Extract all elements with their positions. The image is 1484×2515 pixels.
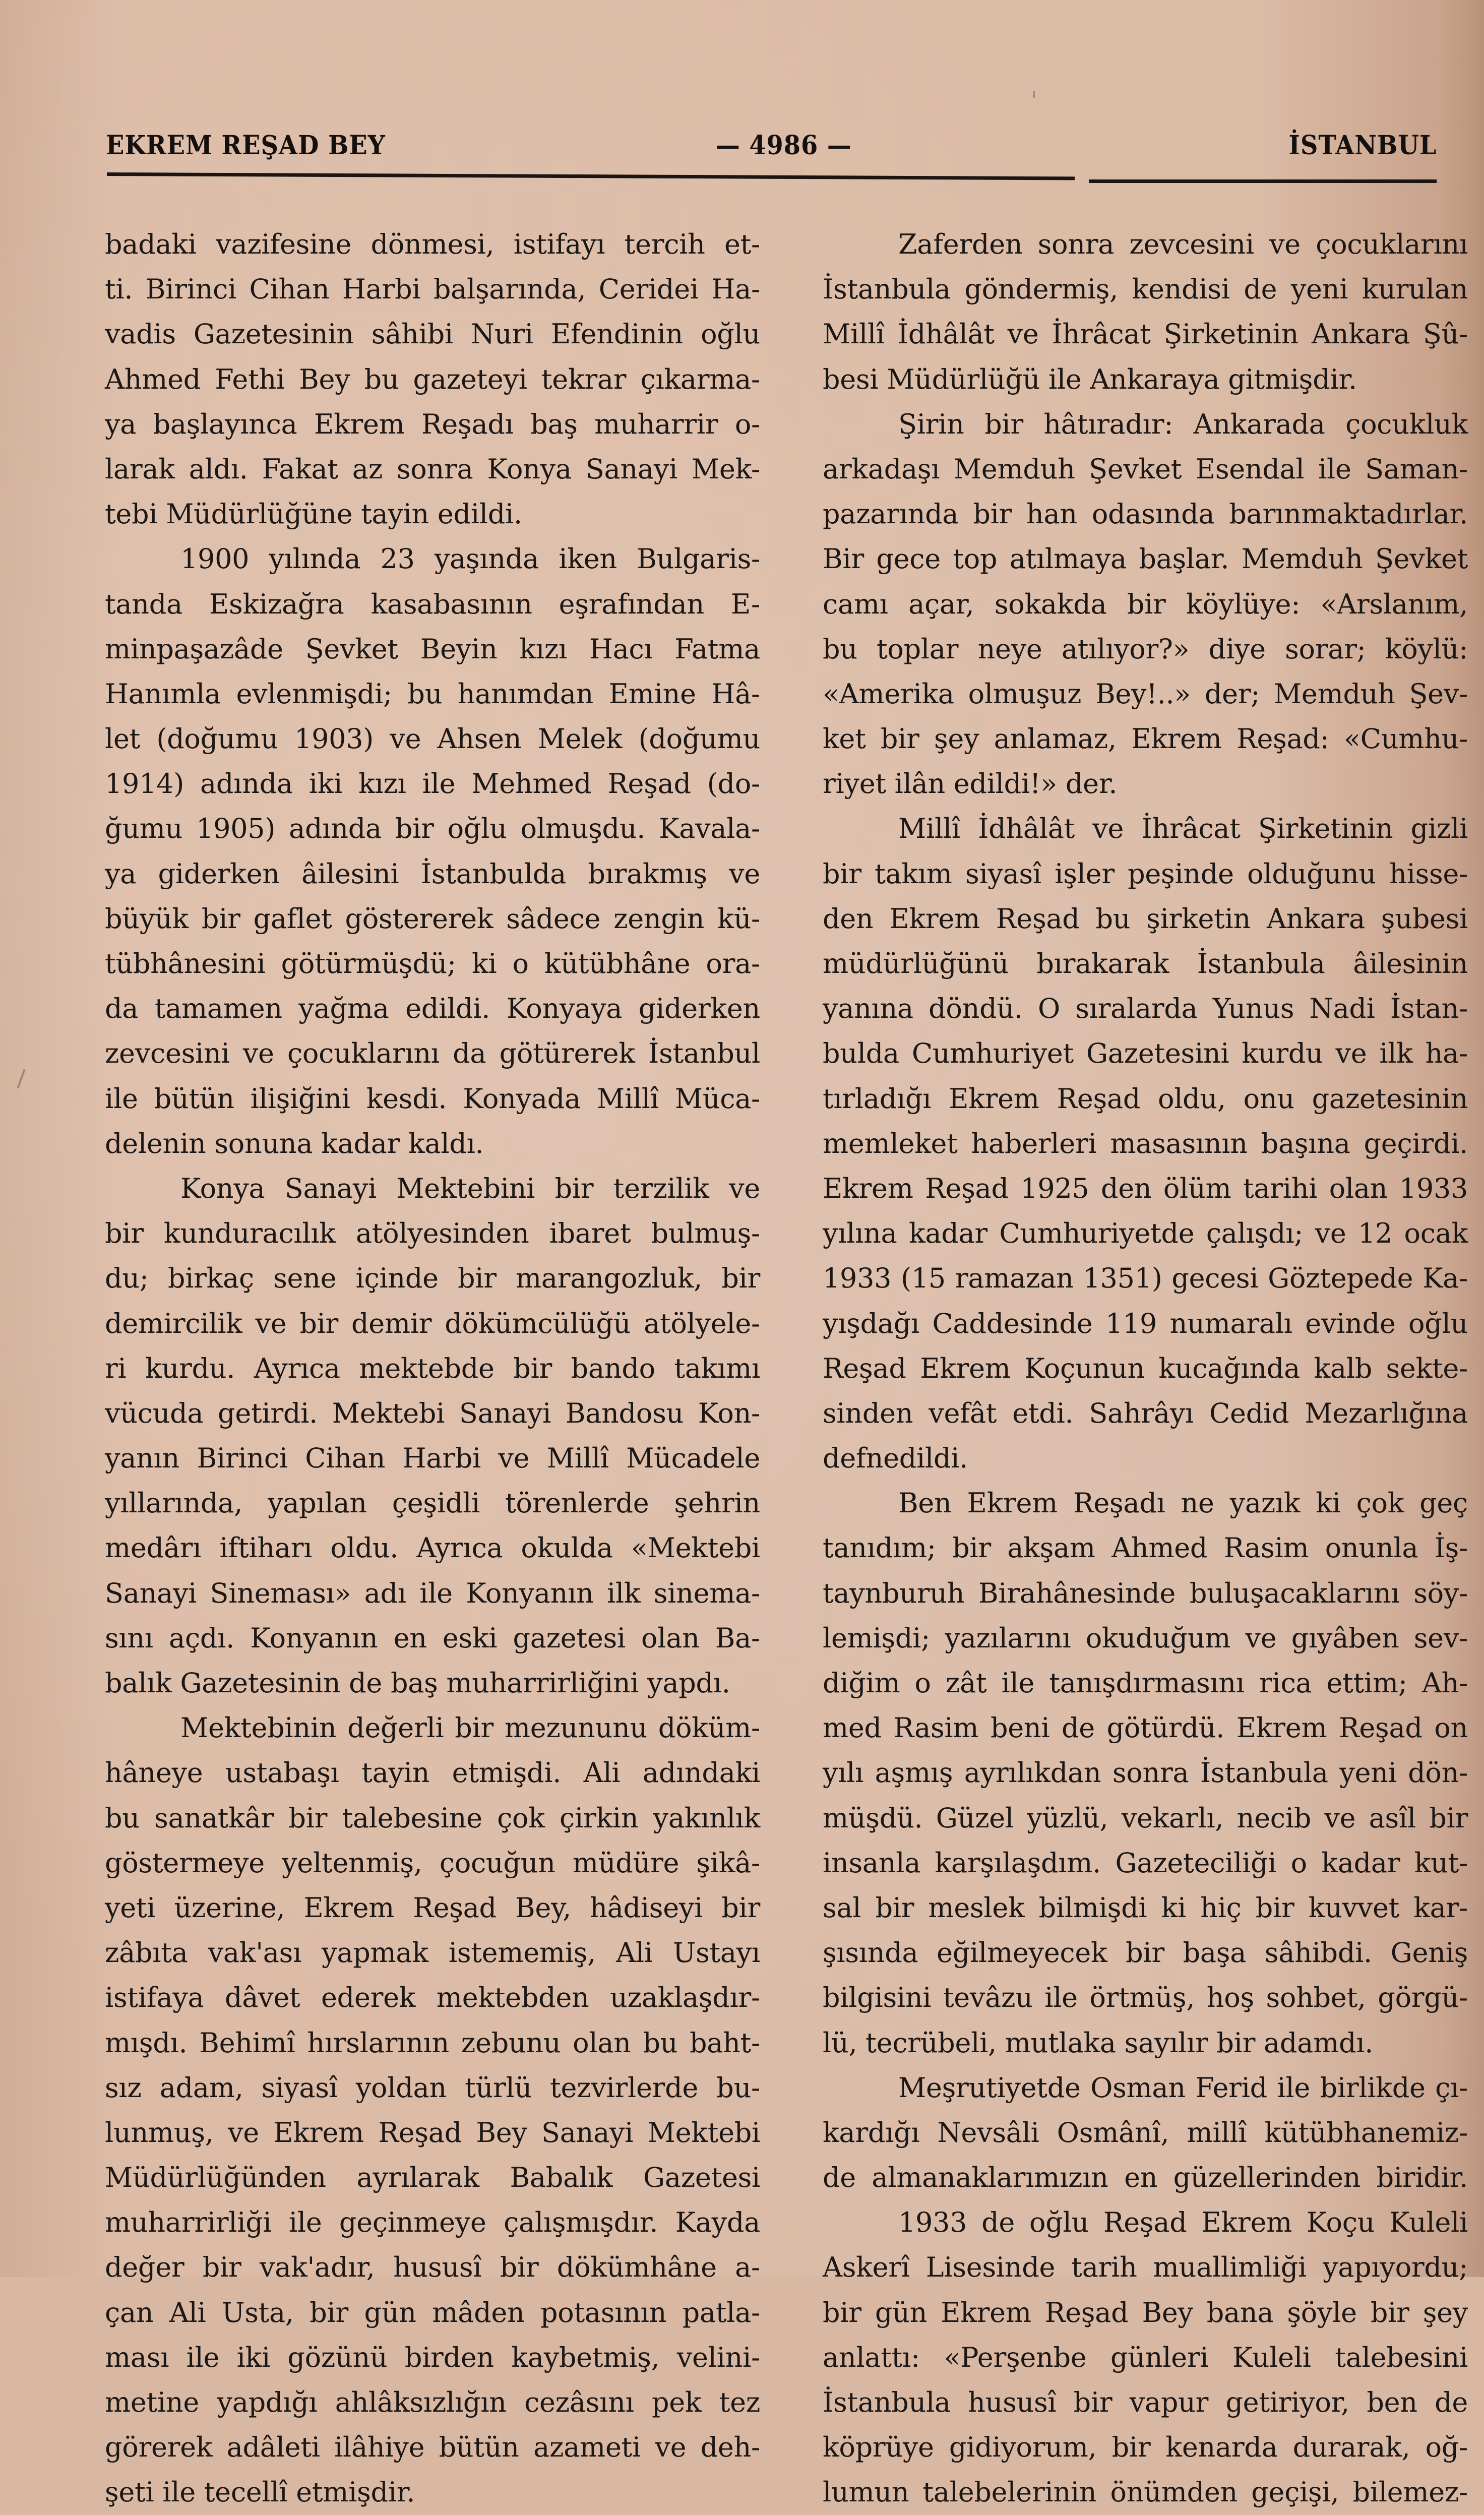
text-line: 1933 (15 ramazan 1351) gecesi Göztepede Ka-: [823, 1262, 1468, 1295]
text-line: Ahmed Fethi Bey bu gazeteyi tekrar çıkarma-: [105, 363, 760, 395]
text-line: 1914) adında iki kızı ile Mehmed Reşad (do-: [105, 768, 760, 800]
text-line: metine yapdığı ahlâksızlığın cezâsını pek tez: [105, 2386, 760, 2418]
text-line: yeti üzerine, Ekrem Reşad Bey, hâdiseyi bir: [105, 1891, 760, 1924]
text-line: minpaşazâde Şevket Beyin kızı Hacı Fatma: [105, 633, 760, 665]
text-line: yanına döndü. O sıralarda Yunus Nadi İstan-: [823, 993, 1468, 1025]
text-line: ğumu 1905) adında bir oğlu olmuşdu. Kavala-: [105, 813, 760, 845]
text-line: med Rasim beni de götürdü. Ekrem Reşad on: [823, 1712, 1468, 1744]
text-line: bir kunduracılık atölyesinden ibaret bulmuş-: [105, 1217, 760, 1250]
text-line: Zaferden sonra zevcesini ve çocuklarını: [898, 228, 1468, 260]
text-line: ti. Birinci Cihan Harbi balşarında, Ceridei Ha-: [105, 273, 760, 305]
text-line: ya giderken âilesini İstanbulda bırakmış ve: [105, 857, 760, 890]
text-line: diğim o zât ile tanışdırmasını rica ettim; Ah-: [823, 1667, 1468, 1699]
text-line: camı açar, sokakda bir köylüye: «Arslanım,: [823, 588, 1468, 620]
text-line: mışdı. Behimî hırslarının zebunu olan bu baht-: [105, 2027, 760, 2059]
text-line: lumun talebelerinin önümden geçişi, bilemez-: [823, 2476, 1468, 2508]
text-line: da tamamen yağma edildi. Konyaya giderken: [105, 993, 760, 1025]
text-line: Müdürlüğünden ayrılarak Babalık Gazetesi: [105, 2162, 760, 2194]
text-line: besi Müdürlüğü ile Ankaraya gitmişdir.: [823, 363, 1357, 395]
text-line: larak aldı. Fakat az sonra Konya Sanayi Mek-: [105, 453, 760, 485]
text-line: değer bir vak'adır, hususî bir dökümhâne a-: [105, 2251, 760, 2284]
running-header: [106, 130, 1437, 170]
scan-mark: [1033, 91, 1035, 98]
text-line: bu toplar neye atılıyor?» diye sorar; köylü:: [823, 633, 1468, 665]
text-line: delenin sonuna kadar kaldı.: [105, 1127, 484, 1159]
text-line: du; birkaç sene içinde bir marangozluk, bir: [105, 1262, 760, 1295]
text-line: defnedildi.: [823, 1442, 968, 1475]
text-line: anlattı: «Perşenbe günleri Kuleli talebesini: [823, 2341, 1468, 2373]
text-line: köprüye gidiyorum, bir kenarda durarak, oğ-: [823, 2431, 1468, 2464]
text-line: şısında eğilmeyecek bir başa sâhibdi. Geniş: [823, 1937, 1468, 1969]
text-line: demircilik ve bir demir dökümcülüğü atölyele-: [105, 1307, 760, 1339]
text-line: ket bir şey anlamaz, Ekrem Reşad: «Cumhu-: [823, 723, 1468, 755]
text-line: çan Ali Usta, bir gün mâden potasının patla-: [105, 2296, 760, 2328]
text-line: sını açdı. Konyanın en eski gazetesi olan Ba-: [105, 1622, 760, 1654]
header-rule-left: [107, 172, 1075, 180]
scan-mark: [17, 1069, 25, 1089]
text-line: yıllarında, yapılan çeşidli törenlerde şehrin: [105, 1487, 760, 1519]
text-line: Şirin bir hâtıradır: Ankarada çocukluk: [898, 408, 1468, 440]
text-line: bir gün Ekrem Reşad Bey bana şöyle bir şey: [823, 2296, 1468, 2328]
text-line: badaki vazifesine dönmesi, istifayı tercih et-: [105, 228, 760, 260]
text-line: yılına kadar Cumhuriyetde çalışdı; ve 12 ocak: [823, 1217, 1468, 1250]
text-line: bilgisini tevâzu ile örtmüş, hoş sohbet, görgü-: [823, 1982, 1468, 2014]
text-line: ile bütün ilişiğini kesdi. Konyada Millî Müca-: [105, 1082, 760, 1115]
text-line: görerek adâleti ilâhiye bütün azameti ve deh-: [105, 2431, 760, 2464]
text-line: bulda Cumhuriyet Gazetesini kurdu ve ilk ha-: [823, 1037, 1468, 1070]
text-line: sız adam, siyasî yoldan türlü tezvirlerde bu-: [105, 2071, 760, 2104]
text-line: medârı iftiharı oldu. Ayrıca okulda «Mektebi: [105, 1532, 760, 1564]
text-line: kardığı Nevsâli Osmânî, millî kütübhanemiz-: [823, 2116, 1468, 2149]
text-line: lunmuş, ve Ekrem Reşad Bey Sanayi Mektebi: [105, 2116, 760, 2149]
text-line: Reşad Ekrem Koçunun kucağında kalb sekte-: [823, 1352, 1468, 1384]
text-line: bir takım siyasî işler peşinde olduğunu hisse-: [823, 857, 1468, 890]
text-line: de almanaklarımızın en güzellerinden biridir.: [823, 2162, 1468, 2194]
text-line: Askerî Lisesinde tarih muallimliği yapıyordu;: [823, 2251, 1468, 2284]
text-line: Millî İdhâlât ve İhrâcat Şirketinin gizli: [898, 813, 1468, 845]
text-line: vadis Gazetesinin sâhibi Nuri Efendinin oğlu: [105, 318, 760, 350]
text-line: sal bir meslek bilmişdi ki hiç bir kuvvet kar-: [823, 1891, 1468, 1924]
text-line: Hanımla evlenmişdi; bu hanımdan Emine Hâ-: [105, 678, 760, 710]
text-line: Meşrutiyetde Osman Ferid ile birlikde çı-: [898, 2071, 1468, 2104]
text-line: taynburuh Birahânesinde buluşacaklarını söy-: [823, 1577, 1468, 1609]
page-number: — 4986 —: [716, 130, 852, 161]
text-line: büyük bir gaflet göstererek sâdece zengin kü-: [105, 902, 760, 935]
text-line: Konya Sanayi Mektebini bir terzilik ve: [180, 1172, 760, 1204]
header-entry-title: EKREM REŞAD BEY: [106, 130, 386, 161]
text-line: İstanbula hususî bir vapur getiriyor, ben de: [823, 2386, 1468, 2418]
text-line: tanıdım; bir akşam Ahmed Rasim onunla İş-: [823, 1532, 1468, 1564]
text-line: arkadaşı Memduh Şevket Esendal ile Saman-: [823, 453, 1468, 485]
text-line: ması ile iki gözünü birden kaybetmiş, velini-: [105, 2341, 760, 2373]
text-line: insanla karşılaşdım. Gazeteciliği o kadar kut-: [823, 1847, 1468, 1879]
text-line: memleket haberleri masasının başına geçirdi.: [823, 1127, 1468, 1159]
text-line: 1900 yılında 23 yaşında iken Bulgaris-: [180, 543, 760, 575]
text-line: tebi Müdürlüğüne tayin edildi.: [105, 498, 522, 530]
text-line: Millî İdhâlât ve İhrâcat Şirketinin Ankara Şû-: [823, 318, 1468, 350]
left-text-column: [105, 222, 760, 2515]
text-line: zâbıta vak'ası yapmak istememiş, Ali Ustayı: [105, 1937, 760, 1969]
text-line: Ben Ekrem Reşadı ne yazık ki çok geç: [898, 1487, 1468, 1519]
text-line: 1933 de oğlu Reşad Ekrem Koçu Kuleli: [898, 2206, 1468, 2239]
text-line: müdürlüğünü bırakarak İstanbula âilesinin: [823, 948, 1468, 979]
text-line: lü, tecrübeli, mutlaka sayılır bir adamdı.: [823, 2027, 1374, 2059]
text-line: bu sanatkâr bir talebesine çok çirkin yakınlık: [105, 1802, 760, 1834]
text-line: tanda Eskizağra kasabasının eşrafından E-: [105, 588, 760, 620]
text-line: balık Gazetesinin de baş muharrirliğini yapdı.: [105, 1667, 730, 1699]
text-line: lemişdi; yazılarını okuduğum ve gıyâben sev-: [823, 1622, 1468, 1654]
text-line: Mektebinin değerli bir mezununu döküm-: [180, 1712, 760, 1744]
text-line: yanın Birinci Cihan Harbi ve Millî Mücadele: [105, 1442, 760, 1475]
text-line: let (doğumu 1903) ve Ahsen Melek (doğumu: [105, 723, 760, 755]
text-line: zevcesini ve çocuklarını da götürerek İstanbul: [105, 1037, 760, 1070]
right-text-column: [823, 222, 1468, 2515]
text-line: istifaya dâvet ederek mektebden uzaklaşdır-: [105, 1982, 760, 2014]
text-line: ya başlayınca Ekrem Reşadı baş muharrir o-: [105, 408, 760, 440]
text-line: muharrirliği ile geçinmeye çalışmışdır. Kayda: [105, 2206, 760, 2239]
text-line: Ekrem Reşad 1925 den ölüm tarihi olan 1933: [823, 1172, 1468, 1204]
text-line: hâneye ustabaşı tayin etmişdi. Ali adındaki: [105, 1757, 760, 1789]
text-line: pazarında bir han odasında barınmaktadırlar.: [823, 498, 1468, 530]
text-line: tübhânesini götürmüşdü; ki o kütübhâne ora-: [105, 948, 760, 979]
text-line: Bir gece top atılmaya başlar. Memduh Şevket: [823, 543, 1468, 575]
text-line: «Amerika olmuşuz Bey!..» der; Memduh Şev-: [823, 678, 1468, 710]
header-rule-right: [1089, 179, 1437, 183]
text-line: yışdağı Caddesinde 119 numaralı evinde oğlu: [823, 1307, 1468, 1339]
text-line: tırladığı Ekrem Reşad oldu, onu gazetesinin: [823, 1082, 1468, 1115]
text-line: sinden vefât etdi. Sahrâyı Cedid Mezarlığına: [823, 1397, 1468, 1429]
text-line: riyet ilân edildi!» der.: [823, 768, 1118, 800]
text-line: vücuda getirdi. Mektebi Sanayi Bandosu Kon-: [105, 1397, 760, 1429]
text-line: den Ekrem Reşad bu şirketin Ankara şubesi: [823, 902, 1468, 935]
text-line: göstermeye yeltenmiş, çocuğun müdüre şikâ-: [105, 1847, 760, 1879]
text-line: İstanbula göndermiş, kendisi de yeni kurulan: [823, 273, 1468, 305]
text-line: şeti ile tecellî etmişdir.: [105, 2476, 415, 2508]
text-line: yılı aşmış ayrılıkdan sonra İstanbula yeni dön-: [823, 1757, 1468, 1789]
header-volume-title: İSTANBUL: [1288, 130, 1437, 161]
text-line: Sanayi Sineması» adı ile Konyanın ilk sinema-: [105, 1577, 760, 1609]
text-line: ri kurdu. Ayrıca mektebde bir bando takımı: [105, 1352, 760, 1384]
text-line: müşdü. Güzel yüzlü, vekarlı, necib ve asîl bir: [823, 1802, 1468, 1834]
